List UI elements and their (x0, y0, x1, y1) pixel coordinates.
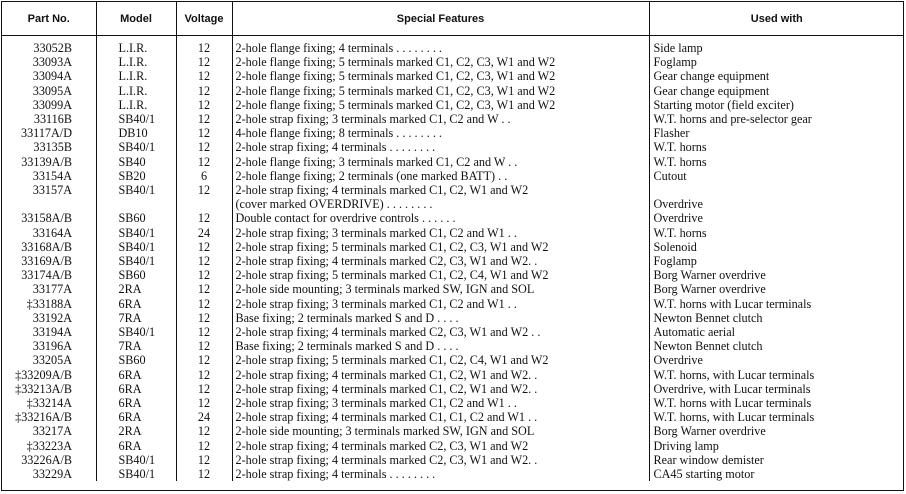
part-number: 33135B (33, 140, 72, 155)
special-features-cell: 2-hole flange fixing; 5 terminals marked C1, C2, C3, W1 and W2 (232, 55, 649, 69)
used-with-cell: Overdrive (653, 353, 703, 368)
model-cell: SB40/1 (96, 226, 176, 240)
part-number: ‡33188A (26, 296, 72, 311)
part-number: 33093A (32, 55, 72, 70)
part-number-cell (2, 84, 96, 98)
special-features-cell: 2-hole strap fixing; 4 terminals . . . . . . . . (232, 467, 649, 481)
relay-parts-table-frame (1, 1, 904, 491)
table-row (2, 424, 904, 438)
special-features-cell: 2-hole strap fixing; 3 terminals marked C1, C2 and W . . (232, 112, 649, 126)
table-row (2, 439, 904, 453)
used-with-cell: W.T. horns (653, 154, 707, 169)
part-number: 33139A/B (21, 154, 72, 169)
part-number: 33217A (32, 424, 72, 439)
table-row (2, 282, 904, 296)
special-features-cell: 2-hole flange fixing; 3 terminals marked C1, C2 and W . . (232, 155, 649, 169)
part-number-cell (2, 382, 96, 396)
header-used-with: Used with (649, 2, 904, 36)
part-number: ‡33213A/B (15, 381, 72, 396)
model-cell: SB40/1 (96, 183, 176, 197)
part-number-cell (2, 197, 96, 211)
voltage-cell (176, 197, 232, 211)
model-cell: SB40/1 (96, 325, 176, 339)
part-number: 33177A (32, 282, 72, 297)
header-voltage: Voltage (176, 2, 232, 36)
table-row (2, 268, 904, 282)
header-model: Model (96, 2, 176, 36)
voltage-cell: 12 (176, 183, 232, 197)
voltage-cell: 12 (176, 297, 232, 311)
special-features-cell: 2-hole strap fixing; 4 terminals marked C2, C3, W1 and W2 (232, 439, 649, 453)
voltage-cell: 12 (176, 36, 232, 56)
part-number: 33052B (33, 41, 72, 55)
voltage-cell: 12 (176, 311, 232, 325)
special-features-cell: Double contact for overdrive controls . . . . . . (232, 211, 649, 225)
part-number: 33164A (32, 225, 72, 240)
table-row (2, 240, 904, 254)
part-number-cell (2, 254, 96, 268)
table-row (2, 183, 904, 197)
part-number: 33157A (32, 183, 72, 198)
used-with-cell: Borg Warner overdrive (653, 282, 766, 297)
used-with-cell: Overdrive (653, 197, 703, 212)
part-number-cell (2, 240, 96, 254)
part-number-cell (2, 112, 96, 126)
table-row (2, 297, 904, 311)
used-with-cell: Overdrive, with Lucar terminals (653, 381, 811, 396)
part-number: 33169A/B (21, 254, 72, 269)
part-number: 33095A (32, 83, 72, 98)
model-cell: SB40/1 (96, 453, 176, 467)
used-with-cell: Driving lamp (653, 438, 719, 453)
used-with-cell: W.T. horns (653, 140, 707, 155)
model-cell: SB20 (96, 169, 176, 183)
voltage-cell: 12 (176, 112, 232, 126)
part-number: 33196A (32, 339, 72, 354)
used-with-cell: Newton Bennet clutch (653, 310, 763, 325)
part-number-cell (2, 297, 96, 311)
voltage-cell: 12 (176, 424, 232, 438)
voltage-cell: 12 (176, 155, 232, 169)
special-features-cell: 2-hole side mounting; 3 terminals marked SW, IGN and SOL (232, 424, 649, 438)
table-row (2, 112, 904, 126)
part-number-cell (2, 453, 96, 467)
model-cell: 2RA (96, 424, 176, 438)
model-cell: L.I.R. (96, 55, 176, 69)
table-row (2, 382, 904, 396)
model-cell: 6RA (96, 297, 176, 311)
special-features-cell: 2-hole strap fixing; 3 terminals marked C1, C2 and W1 . . (232, 226, 649, 240)
voltage-cell: 12 (176, 55, 232, 69)
part-number-cell (2, 410, 96, 424)
table-row (2, 453, 904, 467)
part-number-cell (2, 36, 96, 56)
model-cell: SB40/1 (96, 140, 176, 154)
special-features-cell: 2-hole strap fixing; 4 terminals marked C1, C1, C2 and W1 . . (232, 410, 649, 424)
table-row (2, 339, 904, 353)
voltage-cell: 12 (176, 98, 232, 112)
model-cell: 2RA (96, 282, 176, 296)
part-number: 33094A (32, 69, 72, 84)
part-number-cell (2, 339, 96, 353)
special-features-cell: 2-hole strap fixing; 3 terminals marked C1, C2 and W1 . . (232, 396, 649, 410)
voltage-cell: 12 (176, 453, 232, 467)
part-number-cell (2, 183, 96, 197)
voltage-cell: 12 (176, 282, 232, 296)
voltage-cell: 12 (176, 254, 232, 268)
voltage-cell: 12 (176, 325, 232, 339)
part-number-cell (2, 396, 96, 410)
table-row (2, 325, 904, 339)
voltage-cell: 12 (176, 467, 232, 481)
part-number-cell (2, 140, 96, 154)
model-cell: 6RA (96, 439, 176, 453)
used-with-cell: Starting motor (field exciter) (653, 97, 794, 112)
voltage-cell: 12 (176, 268, 232, 282)
table-row (2, 211, 904, 225)
table-row (2, 311, 904, 325)
table-row (2, 84, 904, 98)
table-row (2, 169, 904, 183)
part-number: ‡33214A (26, 396, 72, 411)
model-cell: SB40 (96, 155, 176, 169)
header-special-features: Special Features (232, 2, 649, 36)
used-with-cell: Cutout (653, 168, 687, 183)
model-cell: SB60 (96, 353, 176, 367)
part-number-cell (2, 353, 96, 367)
table-row (2, 126, 904, 140)
used-with-cell: Foglamp (653, 254, 697, 269)
model-cell: L.I.R. (96, 36, 176, 56)
table-row (2, 155, 904, 169)
special-features-cell: 2-hole strap fixing; 3 terminals marked C1, C2 and W1 . . (232, 297, 649, 311)
special-features-cell: 2-hole flange fixing; 5 terminals marked C1, C2, C3, W1 and W2 (232, 84, 649, 98)
part-number-cell (2, 55, 96, 69)
used-with-cell: Solenoid (653, 239, 697, 254)
table-row (2, 36, 904, 56)
special-features-cell: 2-hole strap fixing; 4 terminals . . . . . . . . (232, 140, 649, 154)
model-cell: L.I.R. (96, 69, 176, 83)
special-features-cell: 2-hole flange fixing; 5 terminals marked C1, C2, C3, W1 and W2 (232, 69, 649, 83)
model-cell: SB60 (96, 211, 176, 225)
used-with-cell: Gear change equipment (653, 69, 770, 84)
model-cell: 6RA (96, 410, 176, 424)
used-with-cell: Automatic aerial (653, 325, 736, 340)
special-features-cell: Base fixing; 2 terminals marked S and D . . . . (232, 339, 649, 353)
special-features-cell: 2-hole strap fixing; 4 terminals marked C1, C2, W1 and W2. . (232, 368, 649, 382)
table-row (2, 69, 904, 83)
used-with-cell: Flasher (653, 126, 690, 141)
used-with-cell: W.T. horns with Lucar terminals (653, 396, 812, 411)
part-number-cell (2, 282, 96, 296)
model-cell: 6RA (96, 396, 176, 410)
table-row (2, 368, 904, 382)
special-features-cell: 2-hole side mounting; 3 terminals marked SW, IGN and SOL (232, 282, 649, 296)
model-cell (96, 197, 176, 211)
special-features-cell: 2-hole flange fixing; 2 terminals (one marked BATT) . . (232, 169, 649, 183)
special-features-cell: 2-hole flange fixing; 5 terminals marked C1, C2, C3, W1 and W2 (232, 98, 649, 112)
table-row (2, 197, 904, 211)
voltage-cell: 12 (176, 69, 232, 83)
model-cell: L.I.R. (96, 84, 176, 98)
special-features-cell: 2-hole strap fixing; 4 terminals marked C1, C2, W1 and W2 (232, 183, 649, 197)
part-number-cell (2, 226, 96, 240)
table-header-row (2, 2, 904, 36)
special-features-cell: 2-hole strap fixing; 4 terminals marked C2, C3, W1 and W2 . . (232, 325, 649, 339)
model-cell: SB40/1 (96, 240, 176, 254)
voltage-cell: 12 (176, 368, 232, 382)
used-with-cell: Borg Warner overdrive (653, 424, 766, 439)
voltage-cell: 12 (176, 126, 232, 140)
model-cell: 6RA (96, 382, 176, 396)
part-number: 33194A (32, 325, 72, 340)
used-with-cell: W.T. horns, with Lucar terminals (653, 410, 815, 425)
part-number: ‡33223A (26, 438, 72, 453)
model-cell: 6RA (96, 368, 176, 382)
table-row (2, 353, 904, 367)
used-with-cell: Foglamp (653, 55, 697, 70)
voltage-cell: 6 (176, 169, 232, 183)
used-with-cell: Newton Bennet clutch (653, 339, 763, 354)
used-with-cell: W.T. horns with Lucar terminals (653, 296, 812, 311)
part-number: 33099A (32, 97, 72, 112)
part-number: ‡33209A/B (15, 367, 72, 382)
table-row (2, 98, 904, 112)
model-cell: 7RA (96, 311, 176, 325)
voltage-cell: 12 (176, 140, 232, 154)
special-features-cell: (cover marked OVERDRIVE) . . . . . . . . (232, 197, 649, 211)
voltage-cell: 12 (176, 84, 232, 98)
part-number-cell (2, 69, 96, 83)
table-row (2, 396, 904, 410)
voltage-cell: 12 (176, 353, 232, 367)
table-row (2, 226, 904, 240)
voltage-cell: 24 (176, 226, 232, 240)
part-number: 33174A/B (21, 268, 72, 283)
voltage-cell: 12 (176, 396, 232, 410)
special-features-cell: 2-hole strap fixing; 5 terminals marked C1, C2, C3, W1 and W2 (232, 240, 649, 254)
part-number: 33226A/B (21, 452, 72, 467)
part-number: 33168A/B (21, 239, 72, 254)
used-with-cell: W.T. horns (653, 225, 707, 240)
relay-parts-table (2, 2, 904, 481)
special-features-cell: 2-hole strap fixing; 4 terminals marked C2, C3, W1 and W2. . (232, 453, 649, 467)
model-cell: SB40/1 (96, 112, 176, 126)
part-number-cell (2, 424, 96, 438)
voltage-cell: 12 (176, 240, 232, 254)
voltage-cell: 24 (176, 410, 232, 424)
special-features-cell: 2-hole strap fixing; 4 terminals marked C2, C3, W1 and W2. . (232, 254, 649, 268)
part-number-cell (2, 126, 96, 140)
used-with-cell: Borg Warner overdrive (653, 268, 766, 283)
used-with-cell (649, 183, 904, 197)
used-with-cell: W.T. horns, with Lucar terminals (653, 367, 815, 382)
special-features-cell: Base fixing; 2 terminals marked S and D . . . . (232, 311, 649, 325)
part-number-cell (2, 325, 96, 339)
part-number-cell (2, 368, 96, 382)
part-number-cell (2, 98, 96, 112)
voltage-cell: 12 (176, 211, 232, 225)
special-features-cell: 2-hole strap fixing; 5 terminals marked C1, C2, C4, W1 and W2 (232, 268, 649, 282)
table-row (2, 254, 904, 268)
used-with-cell: Gear change equipment (653, 83, 770, 98)
used-with-cell: Side lamp (653, 41, 703, 55)
part-number: ‡33216A/B (15, 410, 72, 425)
special-features-cell: 4-hole flange fixing; 8 terminals . . . . . . . . (232, 126, 649, 140)
table-row (2, 410, 904, 424)
special-features-cell: 2-hole strap fixing; 4 terminals marked C1, C2, W1 and W2. . (232, 382, 649, 396)
part-number: 33154A (32, 168, 72, 183)
model-cell: SB40/1 (96, 467, 176, 481)
header-part-no: Part No. (2, 2, 96, 36)
part-number: 33205A (32, 353, 72, 368)
table-row (2, 55, 904, 69)
part-number: 33116B (33, 112, 72, 127)
model-cell: SB40/1 (96, 254, 176, 268)
voltage-cell: 12 (176, 382, 232, 396)
part-number-cell (2, 311, 96, 325)
part-number: 33192A (32, 310, 72, 325)
table-row (2, 467, 904, 481)
part-number-cell (2, 467, 96, 481)
model-cell: DB10 (96, 126, 176, 140)
model-cell: L.I.R. (96, 98, 176, 112)
used-with-cell: Rear window demister (653, 452, 764, 467)
part-number-cell (2, 439, 96, 453)
part-number: 33117A/D (20, 126, 72, 141)
voltage-cell: 12 (176, 439, 232, 453)
model-cell: 7RA (96, 339, 176, 353)
table-row (2, 140, 904, 154)
used-with-cell: Overdrive (653, 211, 703, 226)
special-features-cell: 2-hole strap fixing; 5 terminals marked C1, C2, C4, W1 and W2 (232, 353, 649, 367)
used-with-cell: W.T. horns and pre-selector gear (653, 112, 812, 127)
used-with-cell: CA45 starting motor (653, 467, 755, 482)
part-number: 33229A (32, 467, 72, 482)
part-number-cell (2, 169, 96, 183)
part-number-cell (2, 155, 96, 169)
part-number-cell (2, 268, 96, 282)
voltage-cell: 12 (176, 339, 232, 353)
model-cell: SB60 (96, 268, 176, 282)
special-features-cell: 2-hole flange fixing; 4 terminals . . . . . . . . (232, 36, 649, 56)
table-body (2, 36, 904, 482)
part-number-cell (2, 211, 96, 225)
part-number: 33158A/B (21, 211, 72, 226)
